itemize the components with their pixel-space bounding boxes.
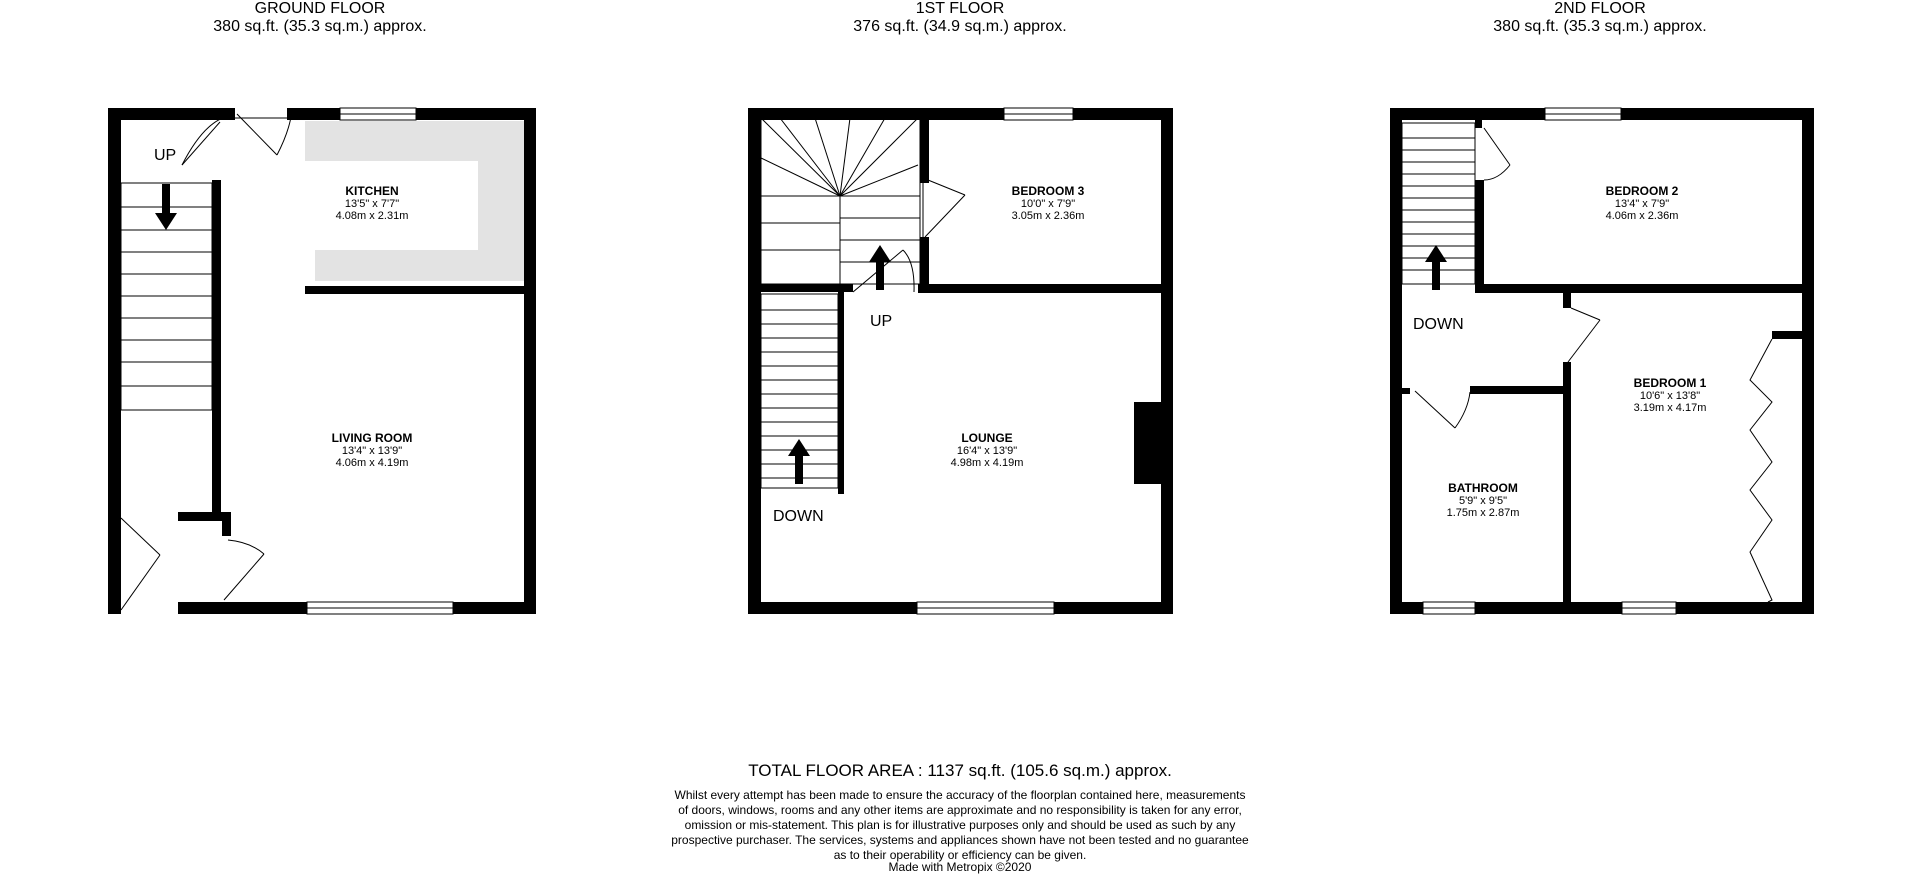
bedroom1-metric: 3.19m x 4.17m	[1633, 402, 1707, 414]
stair-down-label: DOWN	[1413, 316, 1464, 333]
up-arrow-icon	[869, 245, 891, 290]
lounge-imperial: 16'4" x 13'9"	[956, 445, 1018, 457]
stair-down-label: DOWN	[773, 508, 824, 525]
disclaimer	[620, 788, 1300, 863]
disclaimer-line: Whilst every attempt has been made to ensure the accuracy of the floorplan contained here, measurements	[674, 788, 1246, 802]
disclaimer-line: prospective purchaser. The services, systems and appliances shown have not been tested and no guarantee	[671, 833, 1249, 847]
lounge-metric: 4.98m x 4.19m	[950, 457, 1024, 469]
floor-area: 380 sq.ft. (35.3 sq.m.) approx.	[1493, 18, 1707, 35]
bedroom1-imperial: 10'6" x 13'8"	[1639, 390, 1701, 402]
kitchen-counter	[305, 121, 524, 281]
bathroom-metric: 1.75m x 2.87m	[1446, 507, 1520, 519]
floor-area: 376 sq.ft. (34.9 sq.m.) approx.	[853, 18, 1067, 35]
bedroom1-name: BEDROOM 1	[1633, 376, 1707, 390]
kitchen-metric: 4.08m x 2.31m	[335, 210, 409, 222]
bathroom-imperial: 5'9" x 9'5"	[1458, 495, 1508, 507]
bedroom2-name: BEDROOM 2	[1605, 184, 1679, 198]
bedroom3-metric: 3.05m x 2.36m	[1011, 210, 1085, 222]
metropix-credit: Made with Metropix ©2020	[888, 860, 1032, 874]
bedroom3-imperial: 10'0" x 7'9"	[1020, 198, 1076, 210]
floor-name: 1ST FLOOR	[915, 0, 1005, 17]
living-room-imperial: 13'4" x 13'9"	[341, 445, 403, 457]
bathroom-name: BATHROOM	[1448, 481, 1518, 495]
living-room-name: LIVING ROOM	[331, 431, 413, 445]
bedroom2-imperial: 13'4" x 7'9"	[1614, 198, 1670, 210]
living-room-metric: 4.06m x 4.19m	[335, 457, 409, 469]
ground-floor-plan	[108, 108, 536, 614]
kitchen-name: KITCHEN	[345, 184, 399, 198]
stair-up-label: UP	[870, 313, 893, 330]
floor-name: GROUND FLOOR	[254, 0, 386, 17]
second-floor-plan	[1390, 108, 1814, 614]
bedroom3-name: BEDROOM 3	[1011, 184, 1085, 198]
disclaimer-line: of doors, windows, rooms and any other items are approximate and no responsibility is taken for any error,	[678, 803, 1242, 817]
first-winder-staircase	[761, 118, 920, 292]
stair-up-label: UP	[154, 147, 177, 164]
up-arrow-icon	[1425, 245, 1447, 290]
first-floor-plan	[748, 108, 1173, 614]
floor-name: 2ND FLOOR	[1554, 0, 1646, 17]
total-floor-area: TOTAL FLOOR AREA : 1137 sq.ft. (105.6 sq.m.) approx.	[748, 761, 1172, 780]
bedroom2-metric: 4.06m x 2.36m	[1605, 210, 1679, 222]
disclaimer-line: as to their operability or efficiency can be given.	[833, 848, 1087, 862]
lounge-name: LOUNGE	[961, 431, 1013, 445]
disclaimer-line: omission or mis-statement. This plan is for illustrative purposes only and should be used as such by any	[684, 818, 1236, 832]
wardrobe-doors	[1750, 339, 1772, 602]
kitchen-imperial: 13'5" x 7'7"	[344, 198, 400, 210]
floor-area: 380 sq.ft. (35.3 sq.m.) approx.	[213, 18, 427, 35]
up-arrow-icon	[788, 439, 810, 484]
